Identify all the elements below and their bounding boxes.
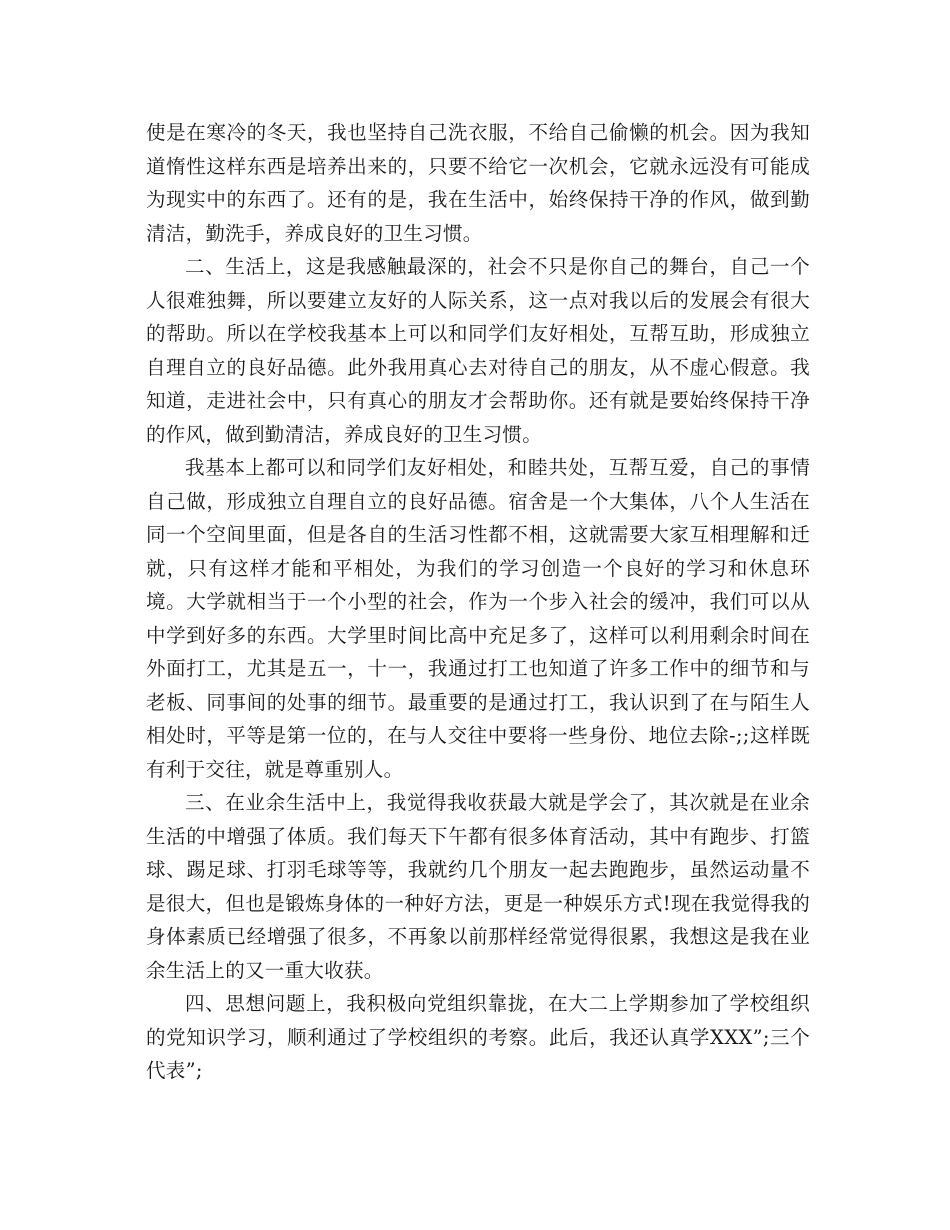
paragraph-continued: 使是在寒冷的冬天，我也坚持自己洗衣服，不给自己偷懒的机会。因为我知道惰性这样东西是培养出来的，只要不给它一次机会，它就永远没有可能成为现实中的东西了。还有的是，我在生活中，始终保持干净的作风，做到勤清洁，勤洗手，养成良好的卫生习惯。 (146, 121, 810, 245)
paragraph-ideology: 四、思想问题上，我积极向党组织靠拢，在大二上学期参加了学校组织的党知识学习，顺利通过了学校组织的考察。此后，我还认真学XXX”;三个代表”; (146, 992, 810, 1082)
paragraph-leisure: 三、在业余生活中上，我觉得我收获最大就是学会了，其次就是在业余生活的中增强了体质。我们每天下午都有很多体育活动，其中有跑步、打篮球、踢足球、打羽毛球等等，我就约几个朋友一起去跑跑步，虽然运动量不是很大，但也是锻炼身体的一种好方法，更是一种娱乐方式!现在我觉得我的身体素质已经增强了很多，不再象以前那样经常觉得很累，我想这是我在业余生活上的又一重大收获。 (146, 791, 810, 982)
paragraph-life: 二、生活上，这是我感触最深的，社会不只是你自己的舞台，自己一个人很难独舞，所以要建立友好的人际关系，这一点对我以后的发展会有很大的帮助。所以在学校我基本上可以和同学们友好相处，互帮互助，形成独立自理自立的良好品德。此外我用真心去对待自己的朋友，从不虚心假意。我知道，走进社会中，只有真心的朋友才会帮助你。还有就是要始终保持干净的作风，做到勤清洁，养成良好的卫生习惯。 (146, 255, 810, 446)
paragraph-dormitory: 我基本上都可以和同学们友好相处，和睦共处，互帮互爱，自己的事情自己做，形成独立自理自立的良好品德。宿舍是一个大集体，八个人生活在同一个空间里面，但是各自的生活习性都不相，这就需要大家互相理解和迁就，只有这样才能和平相处，为我们的学习创造一个良好的学习和休息环境。大学就相当于一个小型的社会，作为一个步入社会的缓冲，我们可以从中学到好多的东西。大学里时间比高中充足多了，这样可以利用剩余时间在外面打工，尤其是五一，十一，我通过打工也知道了许多工作中的细节和与老板、同事间的处事的细节。最重要的是通过打工，我认识到了在与陌生人相处时，平等是第一位的，在与人交往中要将一些身份、地位去除-;;这样既有利于交往，就是尊重别人。 (146, 456, 810, 781)
document-body (146, 116, 810, 1088)
